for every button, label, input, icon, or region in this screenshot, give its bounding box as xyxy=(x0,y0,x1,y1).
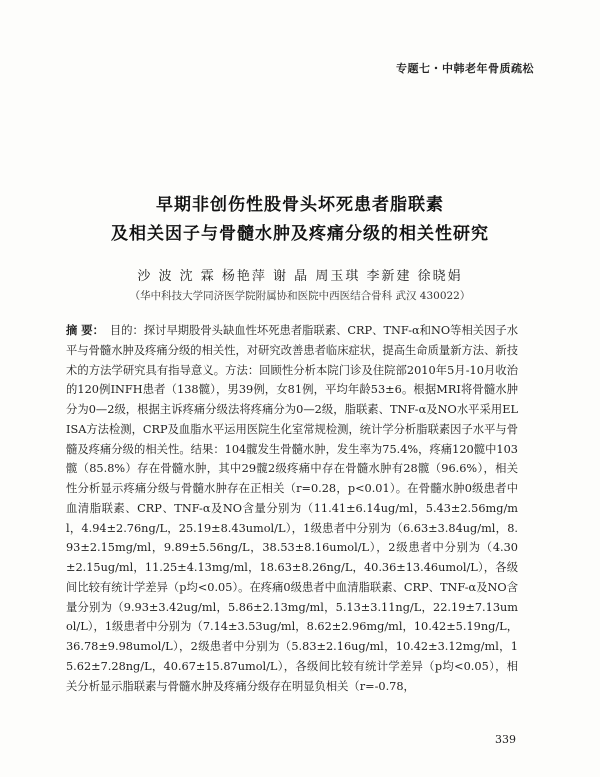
abstract xyxy=(66,321,518,696)
abstract-label: 摘 要： xyxy=(66,324,104,337)
paper-title-line-2: 及相关因子与骨髓水肿及疼痛分级的相关性研究 xyxy=(111,224,489,244)
author-list: 沙 波 沈 霖 杨艳萍 谢 晶 周玉琪 李新建 徐晓娟 xyxy=(137,269,463,284)
page-number: 339 xyxy=(495,733,516,746)
abstract-text: 目的：探讨早期股骨头缺血性坏死患者脂联素、CRP、TNF-α和NO等相关因子水平与骨髓水肿及疼痛分级的相关性，对研究改善患者临床症状，提高生命质量新方法、新技术的方法学研究具有指导意义。方法：回顾性分析本院门诊及住院部2010年5月-10月收治的120例INFH患者（138髋），男39例，女81例，平均年龄53±6。根据MRI将骨髓水肿分为0—2级，根据主诉疼痛分级法将疼痛分为0—2级，脂联素、TNF-α及NO水平采用ELISA方法检测，CRP及血脂水平运用医院生化室常规检测，统计学分析脂联素因子水平与骨髓及疼痛分级的相关性。结果：104髋发生骨髓水肿，发生率为75.4%，疼痛120髋中103髋（85.8%）存在骨髓水肿，其中29髋2级疼痛中存在骨髓水肿有28髋（96.6%），相关性分析显示疼痛分级与骨髓水肿存在正相关（r=0.28，p<0.01）。在骨髓水肿0级患者中血清脂联素、CRP、TNF-α及NO含量分别为（11.41±6.14ug/ml，5.43±2.56mg/ml，4.94±2.76ng/L，25.19±8.43umol/L），1级患者中分别为（6.63±3.84ug/ml，8.93±2.15mg/ml，9.89±5.56ng/L，38.53±8.16umol/L），2级患者中分别为（4.30±2.15ug/ml，11.25±4.13mg/ml，18.63±8.26ng/L，40.36±13.46umol/L），各级间比较有统计学差异（p均<0.05）。在疼痛0级患者中血清脂联素、CRP、TNF-α及NO含量分别为（9.93±3.42ug/ml，5.86±2.13mg/ml，5.13±3.11ng/L，22.19±7.13umol/L），1级患者中分别为（7.14±3.53ug/ml，8.62±2.96mg/ml，10.42±5.19ng/L，36.78±9.98umol/L），2级患者中分别为（5.83±2.16ug/ml，10.42±3.12mg/ml，15.62±7.28ng/L，40.67±15.87umol/L），各级间比较有统计学差异（p均<0.05），相关分析显示脂联素与骨髓水肿及疼痛分级存在明显负相关（r=-0.78， xyxy=(66,324,518,693)
affiliation: （华中科技大学同济医学院附属协和医院中西医结合骨科 武汉 430022） xyxy=(129,290,471,302)
paper-title-line-1: 早期非创伤性股骨头坏死患者脂联素 xyxy=(156,195,444,215)
running-header: 专题七・中韩老年骨质疏松 xyxy=(396,62,534,75)
